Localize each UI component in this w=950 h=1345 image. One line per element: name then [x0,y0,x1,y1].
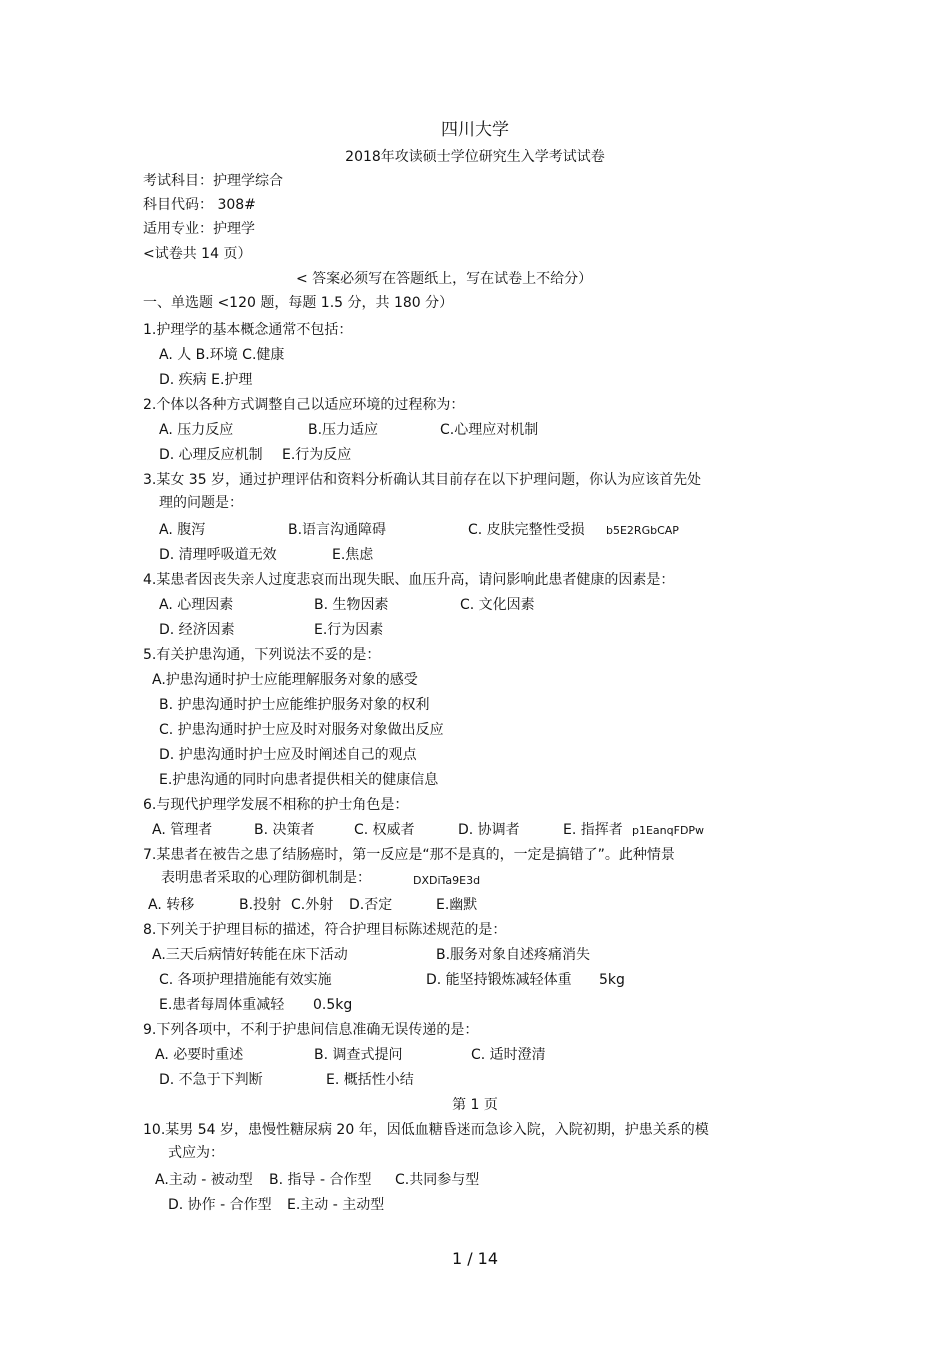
option-a: A. 心理因素 [159,597,234,613]
option-c: C. 各项护理措施能有效实施 [159,972,332,988]
option-a: A. 管理者 [152,822,213,838]
section-heading: 一、单选题 <120 题，每题 1.5 分，共 180 分） [143,295,454,311]
option-c: C. 文化因素 [460,597,535,613]
doc-code: p1EanqFDPw [632,824,705,837]
option-c: C. 适时澄清 [471,1047,546,1063]
option-b: B. 调查式提问 [314,1047,403,1063]
option-c: C. 护患沟通时护士应及时对服务对象做出反应 [159,722,444,738]
option-b: B. 生物因素 [314,597,389,613]
question-stem: 6.与现代护理学发展不相称的护士角色是： [143,797,409,813]
question-stem: 9.下列各项中，不利于护患间信息准确无误传递的是： [143,1022,479,1038]
option-e: E.主动 - 主动型 [287,1197,385,1213]
answer-note: < 答案必须写在答题纸上，写在试卷上不给分） [296,271,593,287]
exam-subject: 考试科目：护理学综合 [143,173,283,189]
option-b: B. 护患沟通时护士应能维护服务对象的权利 [159,697,430,713]
page-footer: 1 / 14 [451,1249,499,1268]
option-b: B.服务对象自述疼痛消失 [436,947,591,963]
question-stem: 8.下列关于护理目标的描述，符合护理目标陈述规范的是： [143,922,507,938]
option-e: E.幽默 [436,897,478,913]
option-d: D. 经济因素 [159,622,235,638]
page-count-note: <试卷共 14 页） [143,246,252,262]
option-a: A.主动 - 被动型 [155,1172,253,1188]
option-a: A. 必要时重述 [155,1047,244,1063]
question-stem-cont: 表明患者采取的心理防御机制是： [161,870,371,886]
option-e: E.行为反应 [282,447,352,463]
option-d: D. 心理反应机制 [159,447,263,463]
option-d-value: 5kg [599,972,625,988]
doc-code: b5E2RGbCAP [606,524,679,537]
question-stem: 5.有关护患沟通，下列说法不妥的是： [143,647,381,663]
option-c: C.外射 [291,897,334,913]
exam-title: 2018年攻读硕士学位研究生入学考试试卷 [345,149,605,165]
option-d: D. 协调者 [458,822,520,838]
option-d: D. 不急于下判断 [159,1072,263,1088]
question-stem-cont: 式应为： [168,1145,224,1161]
option-c: C. 皮肤完整性受损 [468,522,585,538]
option-e: E.焦虑 [332,547,374,563]
question-stem: 7.某患者在被告之患了结肠癌时，第一反应是“那不是真的，一定是搞错了”。此种情景 [143,847,675,863]
page-marker: 第 1 页 [452,1097,498,1113]
option-a: A. 转移 [148,897,195,913]
option-b: B.投射 [239,897,282,913]
option-c: C.心理应对机制 [440,422,539,438]
question-stem: 2.个体以各种方式调整自己以适应环境的过程称为： [143,397,465,413]
applicable-major: 适用专业：护理学 [143,221,255,237]
option-e: E. 指挥者 [563,822,623,838]
option-b: B.语言沟通障碍 [288,522,387,538]
option-c: C. 权威者 [354,822,415,838]
option-e-value: 0.5kg [313,997,353,1013]
option-d: D. 清理呼吸道无效 [159,547,277,563]
question-options: D. 疾病 E.护理 [159,372,253,388]
option-a: A. 压力反应 [159,422,234,438]
option-d: D. 护患沟通时护士应及时阐述自己的观点 [159,747,417,763]
question-stem: 4.某患者因丧失亲人过度悲哀而出现失眠、血压升高，请问影响此患者健康的因素是： [143,572,675,588]
option-a: A.护患沟通时护士应能理解服务对象的感受 [152,672,418,688]
option-c: C.共同参与型 [395,1172,480,1188]
option-b: B. 指导 - 合作型 [269,1172,372,1188]
option-e: E.护患沟通的同时向患者提供相关的健康信息 [159,772,439,788]
option-d: D. 能坚持锻炼减轻体重 [426,972,572,988]
option-b: B.压力适应 [308,422,379,438]
university-title: 四川大学 [441,120,509,140]
question-stem: 3.某女 35 岁，通过护理评估和资料分析确认其目前存在以下护理问题，你认为应该首先处 [143,472,702,488]
option-b: B. 决策者 [254,822,315,838]
option-e: E.行为因素 [314,622,384,638]
option-d: D.否定 [349,897,393,913]
question-stem: 10.某男 54 岁，患慢性糖尿病 20 年，因低血糖昏迷而急诊入院，入院初期，护患关系的模 [143,1122,709,1138]
doc-code: DXDiTa9E3d [413,874,481,887]
question-options: A. 人 B.环境 C.健康 [159,347,285,363]
option-a: A.三天后病情好转能在床下活动 [152,947,348,963]
option-d: D. 协作 - 合作型 [168,1197,272,1213]
option-e: E.患者每周体重减轻 [159,997,285,1013]
subject-code: 科目代码： 308# [143,197,256,213]
question-stem: 1.护理学的基本概念通常不包括： [143,322,353,338]
option-e: E. 概括性小结 [326,1072,414,1088]
option-a: A. 腹泻 [159,522,206,538]
question-stem-cont: 理的问题是： [159,495,243,511]
